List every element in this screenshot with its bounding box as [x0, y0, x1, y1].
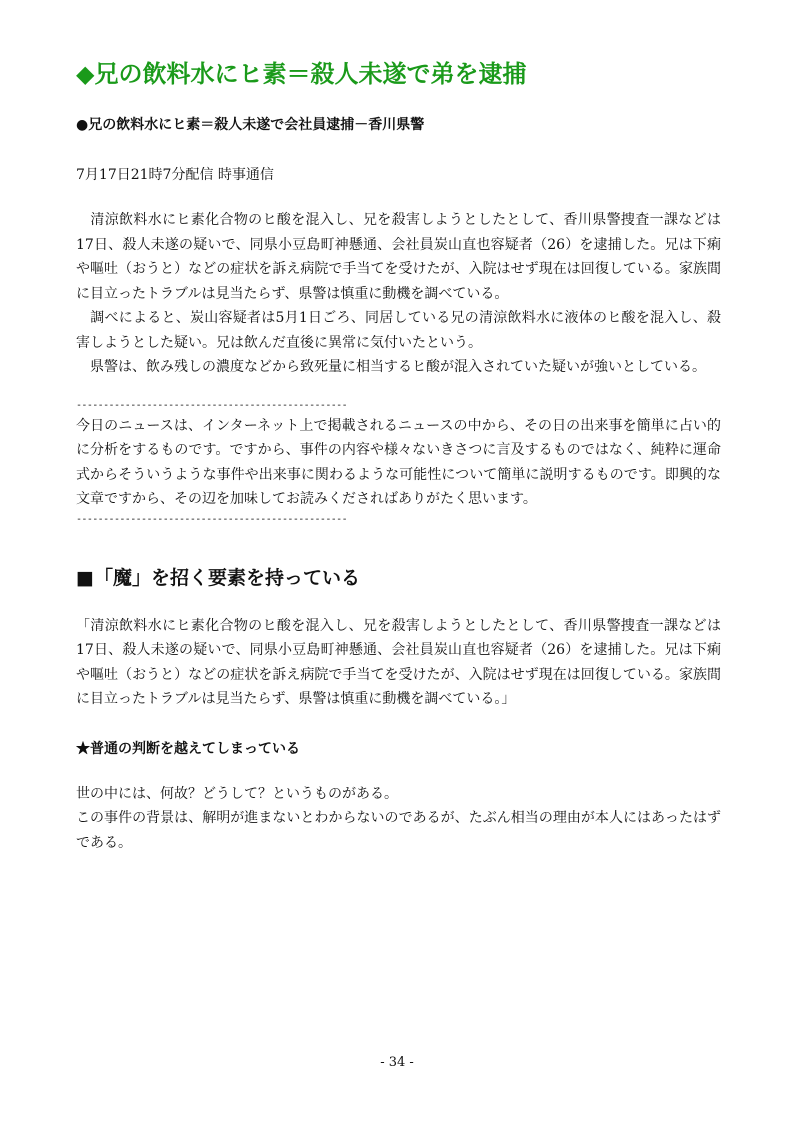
closing-line: この事件の背景は、解明が進まないとわからないのであるが、たぶん相当の理由が本人にはあったはずである。 — [76, 810, 721, 851]
sub-heading: ★普通の判断を越えてしまっている — [76, 740, 300, 757]
document-page — [76, 58, 721, 855]
article-paragraph: 清涼飲料水にヒ素化合物のヒ酸を混入し、兄を殺害しようとしたとして、香川県警捜査一課などは17日、殺人未遂の疑いで、同県小豆島町神懸通、会社員炭山直也容疑者（26）を逮捕した。兄は下痢や嘔吐（おうと）などの症状を訴え病院で手当てを受けたが、入院はせず現在は回復している。家族間に目立ったトラブルは見当たらず、県警は慎重に動機を調べている。 — [76, 212, 721, 302]
article-paragraph: 県警は、飲み残しの濃度などから致死量に相当するヒ酸が混入されていた疑いが強いとしている。 — [76, 359, 706, 375]
article-paragraph: 調べによると、炭山容疑者は5月1日ごろ、同居している兄の清涼飲料水に液体のヒ酸を混入し、殺害しようとした疑い。兄は飲んだ直後に異常に気付いたという。 — [76, 310, 721, 351]
quoted-article: 「清涼飲料水にヒ素化合物のヒ酸を混入し、兄を殺害しようとしたとして、香川県警捜査一課などは17日、殺人未遂の疑いで、同県小豆島町神懸通、会社員炭山直也容疑者（26）を逮捕した。兄は下痢や嘔吐（おうと）などの症状を訴え病院で手当てを受けたが、入院はせず現在は回復している。家族間に目立ったトラブルは見当たらず、県警は慎重に動機を調べている。」 — [76, 617, 721, 707]
divider-bottom: -------------------------------------------------- — [76, 513, 348, 525]
section-heading: ■「魔」を招く要素を持っている — [76, 566, 360, 589]
page-number: - 34 - — [380, 1055, 414, 1070]
article-title: ◆兄の飲料水にヒ素＝殺人未遂で弟を逮捕 — [76, 60, 527, 88]
article-body — [76, 208, 721, 380]
closing-text — [76, 782, 721, 856]
disclaimer-text: 今日のニュースは、インターネット上で掲載されるニュースの中から、その日の出来事を簡単に占い的に分析をするものです。ですから、事件の内容や様々ないきさつに言及するものではなく、純粋に運命式からそういうような事件や出来事に関わるような可能性について簡単に説明するものです。即興的な文章ですから、その辺を加味してお読みくださればありがたく思います。 — [76, 417, 721, 507]
dateline: 7月17日21時7分配信 時事通信 — [76, 167, 274, 183]
news-headline: ●兄の飲料水にヒ素＝殺人未遂で会社員逮捕－香川県警 — [76, 117, 425, 133]
divider-top: -------------------------------------------------- — [76, 399, 348, 411]
closing-line: 世の中には、何故？どうして？というものがある。 — [76, 785, 398, 802]
